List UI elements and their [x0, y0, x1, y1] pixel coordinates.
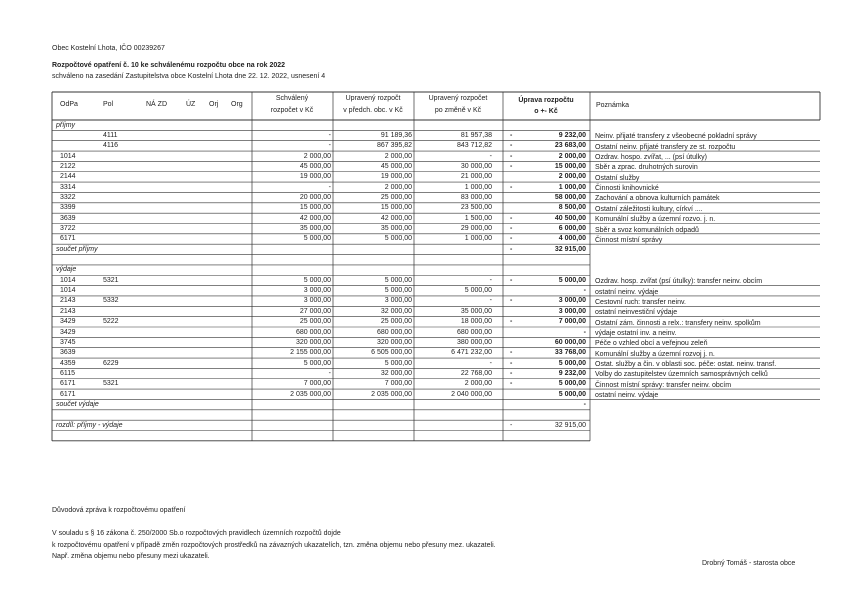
- cell-odpa: 2143: [60, 297, 76, 305]
- cell-change: 33 768,00: [554, 349, 586, 357]
- cell-odpa: 3429: [60, 328, 76, 336]
- cell-adjusted: 19 000,00: [380, 173, 412, 181]
- cell-note: Komunální služby a územní rozvo. j. n.: [595, 216, 716, 224]
- cell-approved: -: [328, 183, 331, 191]
- cell-odpa: 6171: [60, 235, 76, 243]
- cell-change: 15 000,00: [554, 162, 586, 170]
- cell-odpa: 3745: [60, 338, 76, 346]
- cell-approved: 45 000,00: [299, 162, 331, 170]
- cell-note: Volby do zastupitelstev územních samosprávných celků: [595, 371, 768, 379]
- cell-sign: -: [510, 142, 513, 150]
- difference-label: rozdíl: příjmy - výdaje: [56, 421, 123, 429]
- col-adjusted-header: Upravený rozpočt: [345, 95, 401, 102]
- cell-odpa: 1014: [60, 287, 76, 295]
- cell-adjusted: 2 000,00: [384, 152, 412, 160]
- cell-sign: -: [510, 297, 513, 305]
- cell-sign: -: [510, 214, 513, 222]
- section-label: příjmy: [56, 121, 76, 129]
- cell-note: výdaje ostatní inv. a neinv.: [595, 330, 677, 337]
- cell-change: 5 000,00: [558, 359, 586, 367]
- cell-approved: 5 000,00: [303, 235, 331, 243]
- col-change-header-2: o +- Kč: [534, 108, 558, 115]
- cell-note: ostatní neinv. výdaje: [595, 392, 659, 400]
- col-odpa-header: OdPa: [60, 101, 78, 108]
- cell-change: -: [583, 328, 586, 336]
- cell-note: Ozdrav. hosp. zvířat (psí útulky): transfer neinv. obcím: [595, 278, 763, 286]
- cell-odpa: 3639: [60, 349, 76, 357]
- cell-note: Ostat. služby a čin. v oblasti soc. péče: ostat. neinv. transf.: [595, 361, 777, 369]
- cell-pol: 5222: [103, 318, 119, 326]
- cell-adjusted: 5 000,00: [384, 287, 412, 295]
- cell-adjusted: 2 035 000,00: [371, 390, 412, 398]
- cell-odpa: 1014: [60, 152, 76, 160]
- cell-approved: 2 155 000,00: [290, 349, 331, 357]
- cell-after: 18 000,00: [460, 318, 492, 326]
- difference-sign: -: [510, 421, 513, 429]
- cell-approved: -: [328, 142, 331, 150]
- cell-sign: -: [510, 276, 513, 284]
- signature: Drobný Tomáš - starosta obce: [702, 560, 796, 567]
- cell-after: -: [489, 297, 492, 305]
- cell-pol: 5321: [103, 380, 119, 388]
- cell-odpa: 4359: [60, 359, 76, 367]
- cell-after: 81 957,38: [460, 131, 492, 139]
- cell-change: 5 000,00: [558, 276, 586, 284]
- cell-after: 30 000,00: [460, 162, 492, 170]
- col-adjusted-header-2: v předch. obc. v Kč: [343, 107, 403, 114]
- legal-line-2: k rozpočtovému opatření v případě změn rozpočtových prostředků na závazných ukazatelích, tzn. změna objemu nebo přesuny mez. ukazateli.: [52, 542, 496, 549]
- cell-note: Cestovní ruch: transfer neinv.: [595, 298, 686, 306]
- cell-adjusted: 6 505 000,00: [371, 349, 412, 357]
- cell-approved: 27 000,00: [299, 307, 331, 315]
- cell-adjusted: 32 000,00: [380, 307, 412, 315]
- cell-note: Ozdrav. hospo. zvířat, ... (psí útulky): [595, 154, 707, 162]
- cell-adjusted: 3 000,00: [384, 297, 412, 305]
- cell-after: 21 000,00: [460, 173, 492, 181]
- cell-change: -: [583, 287, 586, 295]
- cell-change: 1 000,00: [558, 183, 586, 191]
- col-nazd-header: NÁ ZD: [146, 101, 167, 108]
- cell-sign: -: [510, 349, 513, 357]
- cell-odpa: 2122: [60, 162, 76, 170]
- cell-after: 680 000,00: [456, 328, 492, 336]
- cell-adjusted: 320 000,00: [376, 338, 412, 346]
- cell-change: 4 000,00: [558, 235, 586, 243]
- cell-change: 23 683,00: [554, 142, 586, 150]
- cell-pol: 6229: [103, 359, 119, 367]
- cell-change: 9 232,00: [558, 369, 586, 377]
- cell-odpa: 2144: [60, 173, 76, 181]
- cell-approved: 35 000,00: [299, 225, 331, 232]
- cell-after: 83 000,00: [460, 193, 492, 201]
- cell-after: 380 000,00: [456, 338, 492, 346]
- cell-pol: 5332: [103, 297, 119, 305]
- cell-adjusted: 35 000,00: [380, 225, 412, 232]
- cell-change: 2 000,00: [558, 152, 586, 160]
- cell-note: ostatní neinvestiční výdaje: [595, 309, 678, 317]
- col-pol-header: Pol: [103, 101, 114, 108]
- cell-adjusted: 7 000,00: [384, 380, 412, 388]
- cell-adjusted: 2 000,00: [384, 183, 412, 191]
- cell-after: 6 471 232,00: [451, 349, 492, 357]
- cell-approved: 20 000,00: [299, 193, 331, 201]
- cell-after: -: [489, 359, 492, 367]
- cell-approved: 5 000,00: [303, 359, 331, 367]
- cell-sign: -: [510, 380, 513, 388]
- cell-adjusted: 867 395,82: [376, 142, 412, 150]
- col-after-header-2: po změně v Kč: [434, 107, 482, 114]
- cell-note: Zachování a obnova kulturních památek: [595, 195, 720, 203]
- cell-approved: 25 000,00: [299, 318, 331, 326]
- cell-approved: 15 000,00: [299, 204, 331, 212]
- cell-note: Činnosti knihovnické: [595, 185, 659, 193]
- municipality-line: Obec Kostelní Lhota, IČO 00239267: [52, 45, 165, 52]
- cell-note: Neinv. přijaté transfery z všeobecné pokladní správy: [595, 133, 757, 141]
- col-approved-header: Schválený: [275, 95, 309, 102]
- approval-line: schváleno na zasedání Zastupitelstva obce Kostelní Lhota dne 22. 12. 2022, usnesení 4: [52, 73, 326, 80]
- cell-note: Ostatní zám. činnosti a relx.: transfery neinv. spolkům: [595, 319, 761, 327]
- cell-sign: -: [510, 152, 513, 160]
- cell-odpa: 1014: [60, 276, 76, 284]
- cell-odpa: 6115: [60, 369, 76, 377]
- cell-approved: 19 000,00: [299, 173, 331, 181]
- cell-after: 5 000,00: [464, 287, 492, 295]
- cell-pol: 5321: [103, 276, 119, 284]
- cell-sign: -: [510, 162, 513, 170]
- sum-label: součet příjmy: [56, 245, 98, 253]
- cell-approved: -: [328, 369, 331, 377]
- cell-after: 1 500,00: [464, 214, 492, 222]
- col-uz-header: ÚZ: [186, 101, 196, 108]
- col-orj-header: Orj: [209, 101, 219, 108]
- cell-approved: 320 000,00: [295, 338, 331, 346]
- cell-change: 60 000,00: [554, 338, 586, 346]
- sum-label: součet výdaje: [56, 400, 99, 408]
- cell-adjusted: 15 000,00: [380, 204, 412, 212]
- cell-note: Sběr a svoz komunálních odpadů: [595, 226, 699, 234]
- cell-odpa: 3314: [60, 183, 76, 191]
- cell-note: Komunální služby a územní rozvoj j. n.: [595, 350, 715, 358]
- cell-approved: 2 000,00: [303, 152, 331, 160]
- cell-sign: -: [510, 183, 513, 191]
- cell-approved: 5 000,00: [303, 276, 331, 284]
- cell-after: 1 000,00: [464, 235, 492, 243]
- sum-sign: -: [510, 245, 513, 253]
- col-org-header: Org: [231, 101, 243, 108]
- legal-line-1: V souladu s § 16 zákona č. 250/2000 Sb.o rozpočtových pravidlech územních rozpočtů dojde: [52, 530, 341, 537]
- cell-change: 8 500,00: [558, 204, 586, 212]
- cell-adjusted: 91 189,36: [380, 131, 412, 139]
- cell-note: Ostatní záležitosti kultury, církví ....: [595, 205, 703, 213]
- cell-after: 22 768,00: [460, 369, 492, 377]
- cell-change: 6 000,00: [558, 225, 586, 232]
- cell-sign: -: [510, 225, 513, 232]
- cell-approved: 42 000,00: [299, 214, 331, 222]
- cell-after: -: [489, 276, 492, 284]
- cell-sign: -: [510, 369, 513, 377]
- document-title: Rozpočtové opatření č. 10 ke schválenému rozpočtu obce na rok 2022: [52, 62, 286, 69]
- col-after-header: Upravený rozpočet: [428, 95, 488, 102]
- cell-adjusted: 32 000,00: [380, 369, 412, 377]
- cell-pol: 4111: [103, 131, 118, 139]
- section-label: výdaje: [56, 266, 77, 274]
- cell-odpa: 2143: [60, 307, 76, 315]
- difference-value: 32 915,00: [554, 421, 586, 429]
- cell-after: 2 040 000,00: [451, 390, 492, 398]
- cell-change: 58 000,00: [554, 193, 586, 201]
- cell-after: 843 712,82: [456, 142, 492, 150]
- cell-change: 7 000,00: [558, 318, 586, 326]
- cell-adjusted: 25 000,00: [380, 193, 412, 201]
- cell-change: 5 000,00: [558, 390, 586, 398]
- cell-change: 5 000,00: [558, 380, 586, 388]
- cell-approved: 7 000,00: [303, 380, 331, 388]
- cell-change: 3 000,00: [558, 307, 586, 315]
- cell-adjusted: 42 000,00: [380, 214, 412, 222]
- cell-note: ostatní neinv. výdaje: [595, 288, 659, 296]
- cell-change: 3 000,00: [558, 297, 586, 305]
- col-note-header: Poznámka: [596, 102, 630, 109]
- cell-after: 23 500,00: [460, 204, 492, 212]
- cell-odpa: 6171: [60, 380, 76, 388]
- cell-sign: -: [510, 235, 513, 243]
- cell-approved: 3 000,00: [303, 297, 331, 305]
- col-approved-header-2: rozpočet v Kč: [270, 107, 314, 114]
- cell-note: Ostatní neinv. přijaté transfery ze st. rozpočtu: [595, 143, 736, 151]
- cell-approved: 3 000,00: [303, 287, 331, 295]
- cell-note: Sběr a zprac. druhotných surovin: [595, 164, 698, 172]
- sum-value: -: [583, 400, 586, 408]
- legal-line-3: Např. změna objemu nebo přesuny mezi ukazateli.: [52, 553, 210, 560]
- cell-after: 35 000,00: [460, 307, 492, 315]
- cell-odpa: 3429: [60, 318, 76, 326]
- cell-sign: -: [510, 131, 513, 139]
- cell-note: Péče o vzhled obcí a veřejnou zeleň: [595, 340, 708, 348]
- cell-approved: 2 035 000,00: [290, 390, 331, 398]
- reason-heading: Důvodová zpráva k rozpočtovému opatření: [52, 507, 186, 514]
- cell-note: Činnost místní správy: transfer neinv. obcím: [595, 381, 732, 389]
- cell-note: Činnost místní správy: [595, 236, 663, 244]
- cell-change: 40 500,00: [554, 214, 586, 222]
- cell-adjusted: 25 000,00: [380, 318, 412, 326]
- cell-odpa: 3322: [60, 193, 76, 201]
- cell-sign: -: [510, 359, 513, 367]
- cell-adjusted: 680 000,00: [376, 328, 412, 336]
- cell-after: 1 000,00: [464, 183, 492, 191]
- cell-after: -: [489, 152, 492, 160]
- cell-adjusted: 5 000,00: [384, 235, 412, 243]
- cell-odpa: 3639: [60, 214, 76, 222]
- cell-odpa: 6171: [60, 390, 76, 398]
- cell-odpa: 3722: [60, 225, 76, 232]
- cell-change: 9 232,00: [558, 131, 586, 139]
- cell-pol: 4116: [103, 142, 119, 150]
- col-change-header: Úprava rozpočtu: [518, 97, 574, 104]
- cell-sign: -: [510, 318, 513, 326]
- cell-approved: -: [328, 131, 331, 139]
- cell-adjusted: 45 000,00: [380, 162, 412, 170]
- cell-approved: 680 000,00: [295, 328, 331, 336]
- cell-odpa: 3399: [60, 204, 76, 212]
- cell-note: Ostatní služby: [595, 174, 640, 182]
- cell-after: 2 000,00: [464, 380, 492, 388]
- cell-adjusted: 5 000,00: [384, 359, 412, 367]
- cell-after: 29 000,00: [460, 225, 492, 232]
- sum-value: 32 915,00: [554, 245, 586, 253]
- cell-change: 2 000,00: [558, 173, 586, 181]
- cell-adjusted: 5 000,00: [384, 276, 412, 284]
